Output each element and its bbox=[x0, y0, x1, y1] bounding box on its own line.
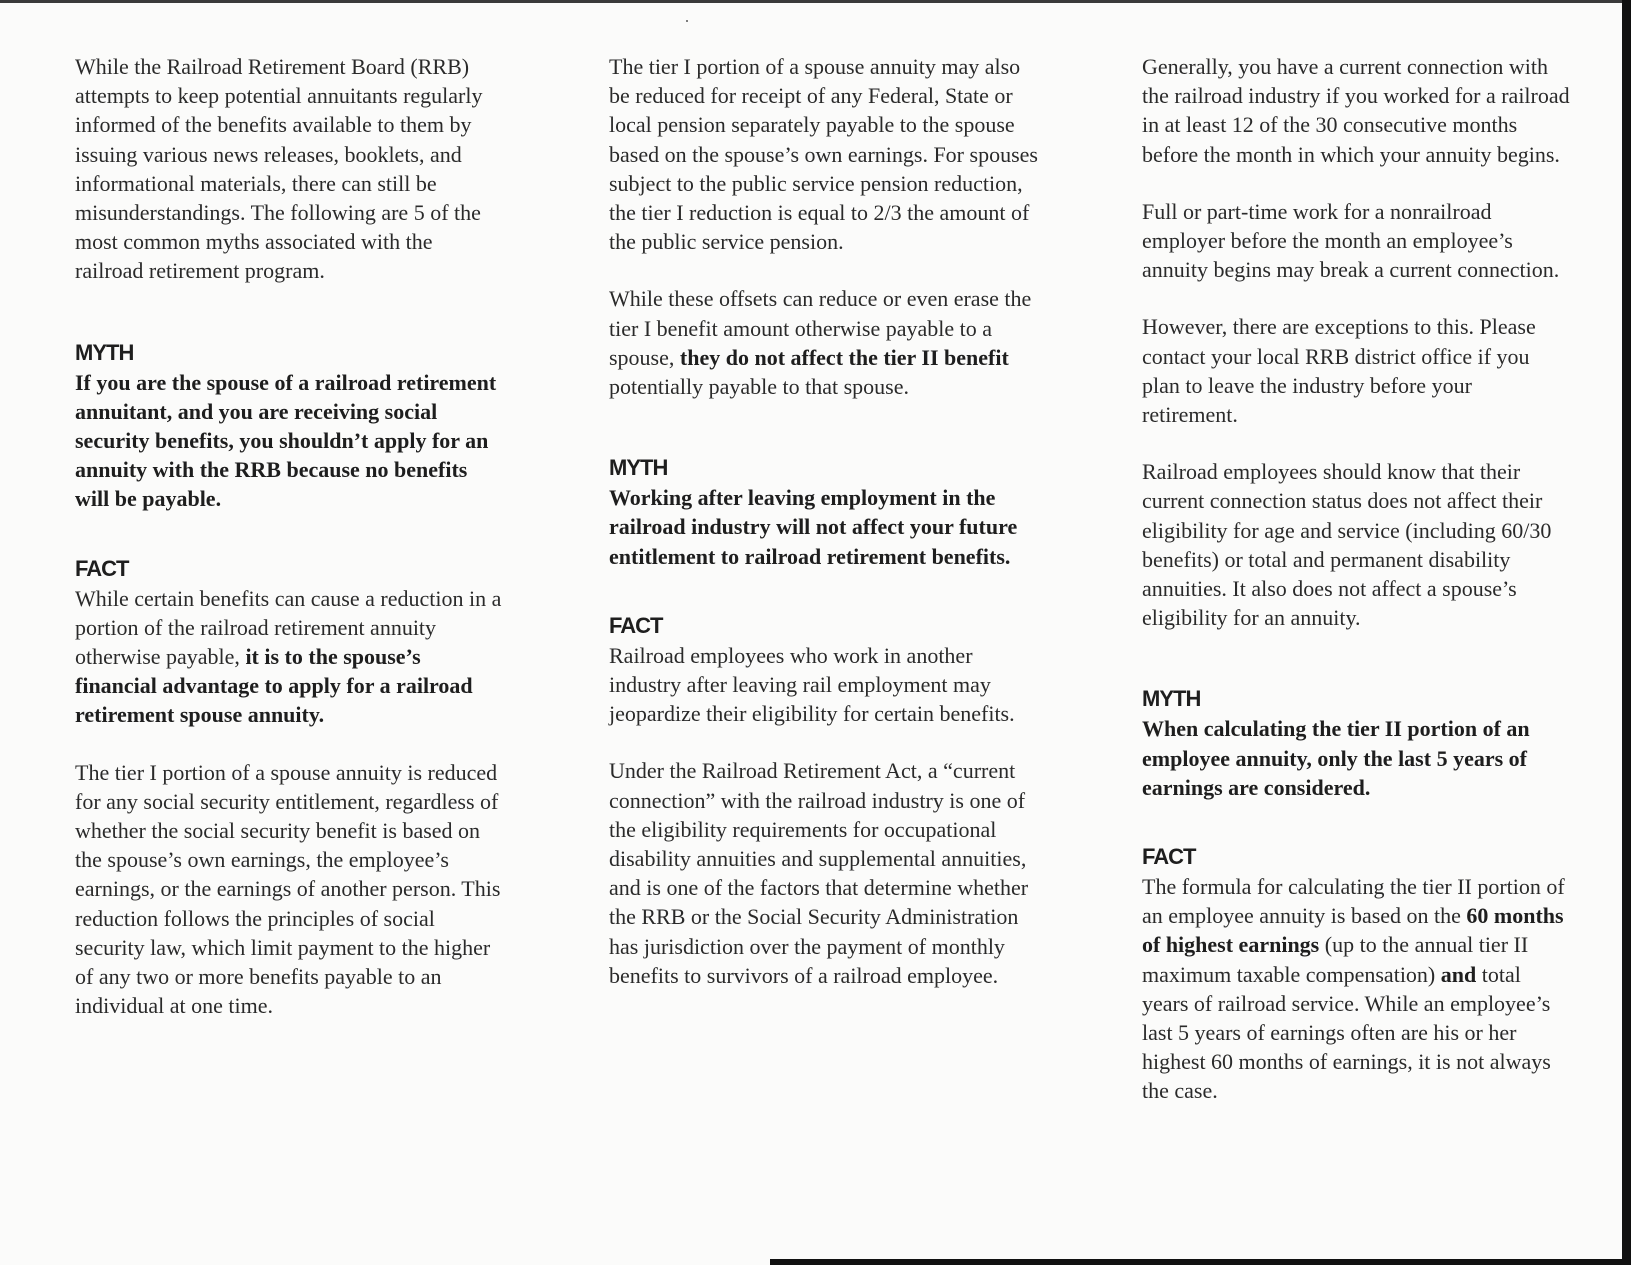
fact-emphasis: and bbox=[1440, 961, 1477, 987]
myth-label: MYTH bbox=[75, 339, 134, 365]
paragraph-emphasis: they do not affect the tier II benefit bbox=[679, 344, 1009, 370]
paragraph: The tier I portion of a spouse annuity is reduced for any social security entitlement, regardless of whether the social security benefit is based on the spouse’s own earnings, the employee’s earnings, or the earnings of another person. This reduction follows the principles of social security law, which limit payment to the higher of any two or more benefits payable to an individual at one time. bbox=[75, 759, 501, 1019]
fact-text: The formula for calculating the tier II portion of an employee annuity is based on the bbox=[1142, 874, 1565, 929]
fact-emphasis: it is to the spouse’s financial advantage to apply for a railroad retirement spouse annuity. bbox=[75, 644, 473, 728]
fact-statement-2: Railroad employees who work in another industry after leaving rail employment may jeopardize their eligibility for certain benefits. bbox=[609, 642, 1015, 727]
paragraph: Full or part-time work for a nonrailroad employer before the month an employee’s annuity begins may break a current connection. bbox=[1142, 198, 1560, 283]
scan-speck bbox=[686, 20, 688, 22]
fact-statement-3 bbox=[1142, 872, 1572, 1106]
scan-top-border bbox=[0, 0, 1631, 3]
fact-text: While certain benefits can cause a reduction in a portion of the railroad retirement annuity otherwise payable, bbox=[75, 585, 502, 670]
fact-text: total years of railroad service. While an employee’s last 5 years of earnings often are his or her highest 60 months of earnings, it is not always the case. bbox=[1142, 961, 1551, 1104]
fact-text: (up to the annual tier II maximum taxable compensation) bbox=[1142, 932, 1529, 987]
myth-label: MYTH bbox=[609, 455, 668, 481]
column-1 bbox=[75, 52, 505, 1020]
scan-bottom-border bbox=[770, 1259, 1631, 1265]
paragraph-text: potentially payable to that spouse. bbox=[609, 374, 909, 400]
paragraph: Generally, you have a current connection with the railroad industry if you worked for a railroad in at least 12 of the 30 consecutive months before the month in which your annuity begins. bbox=[1142, 54, 1570, 167]
paragraph-text: While these offsets can reduce or even erase the tier I benefit amount otherwise payable to a spouse, bbox=[609, 286, 1032, 370]
myth-label: MYTH bbox=[1142, 686, 1201, 712]
paragraph: However, there are exceptions to this. Please contact your local RRB district office if you plan to leave the industry before your retirement. bbox=[1142, 314, 1536, 428]
paragraph: Under the Railroad Retirement Act, a “current connection” with the railroad industry is one of the eligibility requirements for occupational disability annuities and supplemental annuities, and is one of the factors that determine whether the RRB or the Social Security Administration has jurisdiction over the payment of monthly benefits to survivors of a railroad employee. bbox=[609, 758, 1029, 988]
scan-right-border bbox=[1622, 0, 1631, 1265]
paragraph bbox=[609, 284, 1039, 401]
column-3 bbox=[1142, 52, 1572, 1106]
intro-paragraph: While the Railroad Retirement Board (RRB) attempts to keep potential annuitants regularly informed of the benefits available to them by issuing various news releases, booklets, and informational materials, there can still be misunderstandings. The following are 5 of the most common myths associated with the railroad retirement program. bbox=[75, 54, 483, 284]
column-2 bbox=[609, 52, 1039, 990]
fact-statement-1 bbox=[75, 584, 505, 730]
fact-emphasis: 60 months of highest earnings bbox=[1142, 903, 1564, 958]
myth-statement-2: Working after leaving employment in the railroad industry will not affect your future entitlement to railroad retirement benefits. bbox=[609, 485, 1018, 569]
myth-statement-1: If you are the spouse of a railroad retirement annuitant, and you are receiving social security benefits, you shouldn’t apply for an annuity with the RRB because no benefits will be payable. bbox=[75, 369, 497, 512]
paragraph: The tier I portion of a spouse annuity may also be reduced for receipt of any Federal, State or local pension separately payable to the spouse based on the spouse’s own earnings. For spouses subject to the public service pension reduction, the tier I reduction is equal to 2/3 the amount of the public service pension. bbox=[609, 54, 1038, 255]
fact-label: FACT bbox=[609, 612, 663, 638]
paragraph: Railroad employees should know that their current connection status does not affect their eligibility for age and service (including 60/30 benefits) or total and permanent disability annuities. It also does not affect a spouse’s eligibility for an annuity. bbox=[1142, 459, 1552, 631]
fact-label: FACT bbox=[75, 555, 129, 581]
fact-label: FACT bbox=[1142, 844, 1196, 870]
myth-statement-3: When calculating the tier II portion of an employee annuity, only the last 5 years of earnings are considered. bbox=[1142, 716, 1530, 800]
